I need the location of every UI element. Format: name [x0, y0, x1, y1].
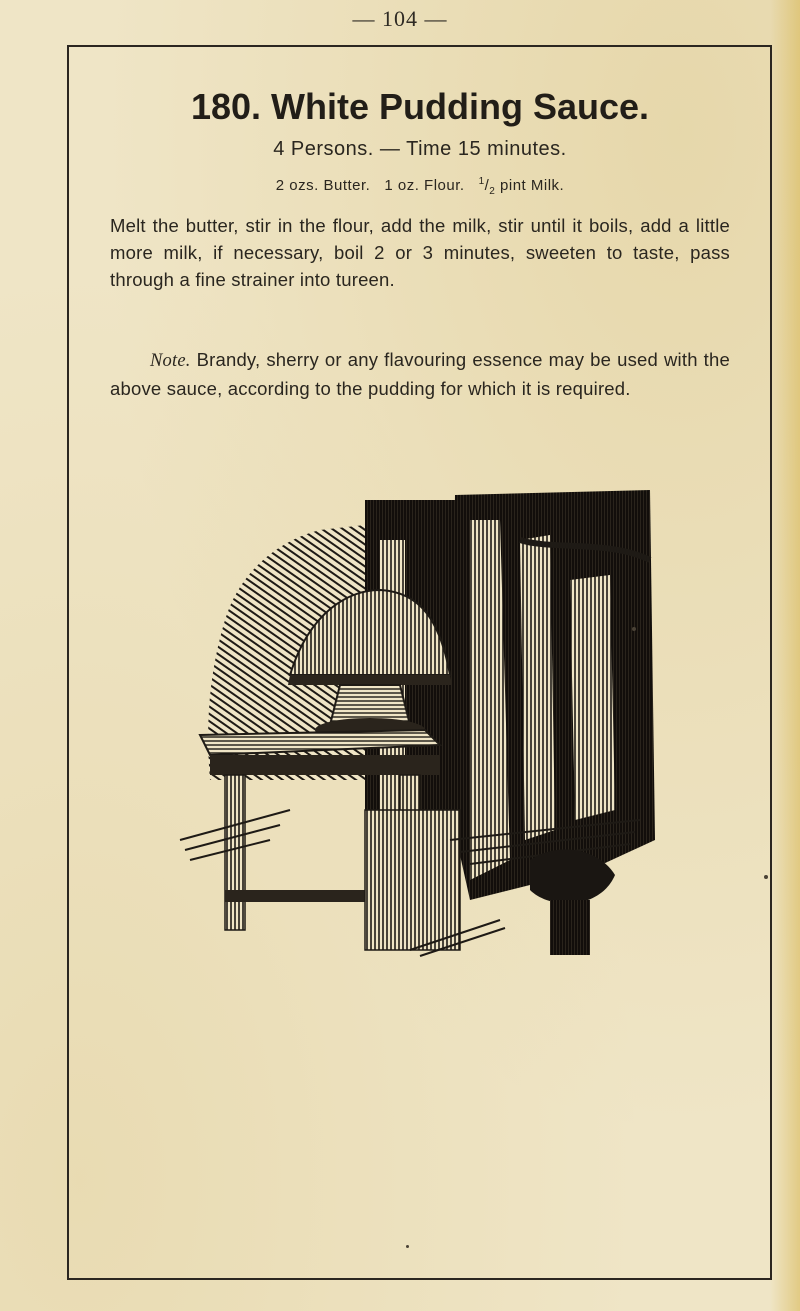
- fraction-numerator: 1: [478, 176, 485, 187]
- ingredient-butter: 2 ozs. Butter.: [275, 177, 371, 194]
- recipe-subtitle: 4 Persons. — Time 15 minutes.: [273, 138, 567, 160]
- table-lamp-curtain-engraving-icon: [170, 480, 670, 960]
- ingredient-milk: pint Milk.: [500, 177, 565, 194]
- recipe-note: [110, 346, 730, 402]
- ingredient-flour: 1 oz. Flour.: [384, 177, 465, 194]
- note-label: Note.: [150, 351, 191, 371]
- recipe-title: 180. White Pudding Sauce.: [190, 86, 650, 127]
- note-text: Brandy, sherry or any flavouring essence may be used with the above sauce, according to the pudding for which it is required.: [110, 349, 730, 399]
- paper-speck: [632, 627, 636, 631]
- page-number: — 104 —: [352, 6, 448, 31]
- fraction-denominator: 2: [489, 186, 496, 197]
- recipe-method: Melt the butter, stir in the flour, add the milk, stir until it boils, add a little more milk, if necessary, boil 2 or 3 minutes, sweeten to taste, pass through a fine strainer into tureen.: [110, 215, 730, 290]
- paper-speck: [406, 1245, 409, 1248]
- paper-speck: [764, 875, 768, 879]
- ingredient-milk-fraction: $^1/_2$: [478, 176, 496, 197]
- ingredients-line: [60, 176, 780, 197]
